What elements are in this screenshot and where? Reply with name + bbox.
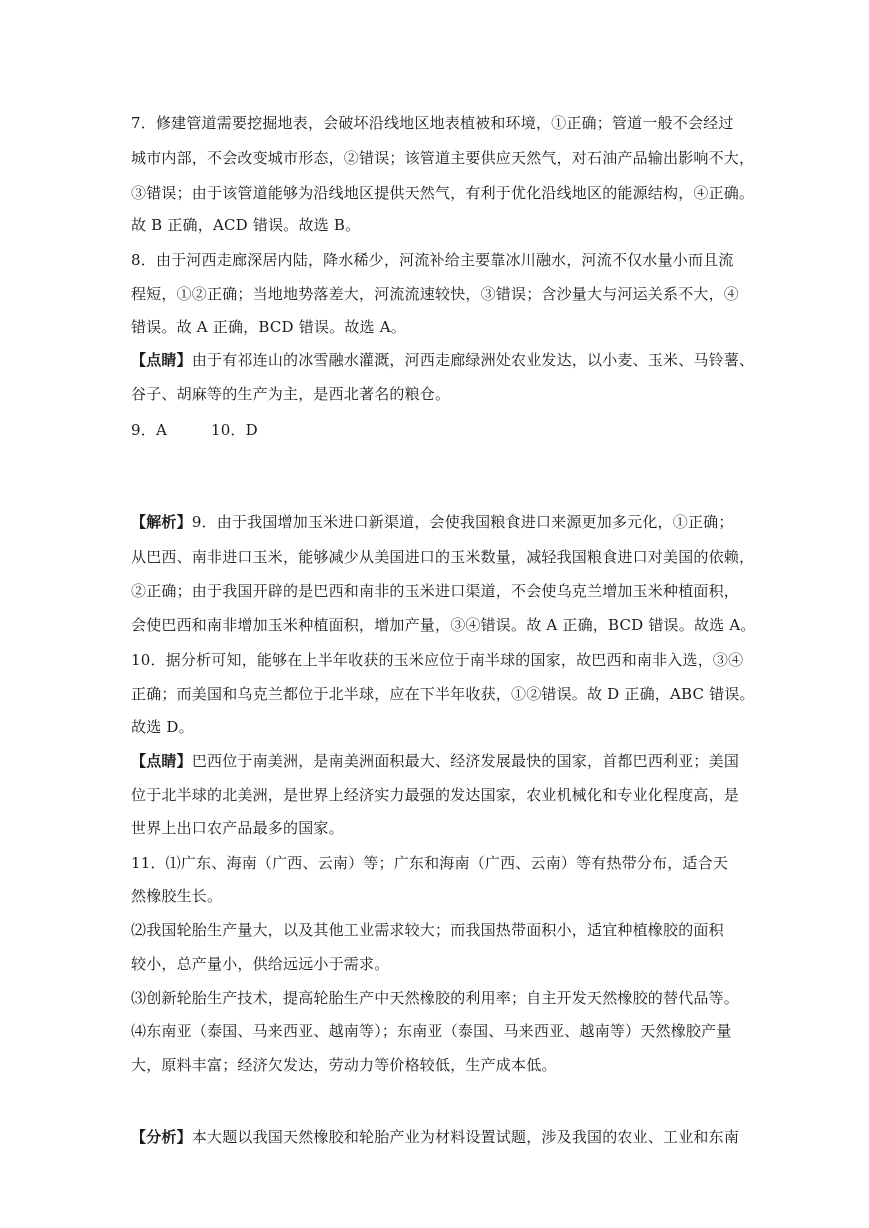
q7-line-1: 7．修建管道需要挖掘地表，会破坏沿线地区地表植被和环境，①正确；管道一般不会经过 [131, 114, 734, 132]
q7-line-3: ③错误；由于该管道能够为沿线地区提供天然气，有利于优化沿线地区的能源结构，④正确。 [131, 184, 755, 202]
q7-line-4: 故 B 正确，ACD 错误。故选 B。 [131, 216, 361, 234]
dianjing-2-line-1: 巴西位于南美洲，是南美洲面积最大、经济发展最快的国家，首都巴西利亚；美国 [191, 752, 740, 770]
q10-line-1: 10．据分析可知，能够在上半年收获的玉米应位于南半球的国家，故巴西和南非入选，③④ [131, 651, 744, 669]
dianjing-1-line-2: 谷子、胡麻等的生产为主，是西北著名的粮仓。 [131, 385, 451, 403]
q11-4-line-1: ⑷东南亚（泰国、马来西亚、越南等）；东南亚（泰国、马来西亚、越南等）天然橡胶产量 [131, 1022, 732, 1040]
q10-line-2: 正确；而美国和乌克兰都位于北半球，应在下半年收获，①②错误。故 D 正确，ABC 错误。 [131, 685, 755, 703]
q8-line-3: 错误。故 A 正确，BCD 错误。故选 A。 [131, 318, 406, 336]
q11-2-line-2: 较小，总产量小，供给远远小于需求。 [131, 955, 390, 973]
q9-line-4: 会使巴西和南非增加玉米种植面积，增加产量，③④错误。故 A 正确，BCD 错误。故选 A。 [131, 616, 756, 634]
fenxi-line-1: 本大题以我国天然橡胶和轮胎产业为材料设置试题，涉及我国的农业、工业和东南 [191, 1128, 740, 1146]
q11-1-line-2: 然橡胶生长。 [131, 887, 223, 905]
fenxi-paragraph [131, 1127, 739, 1147]
q9-line-3: ②正确；由于我国开辟的是巴西和南非的玉米进口渠道，不会使乌克兰增加玉米种植面积， [131, 582, 740, 600]
jiexi-label: 【解析】 [131, 513, 192, 531]
q8-line-1: 8．由于河西走廊深居内陆，降水稀少，河流补给主要靠冰川融水，河流不仅水量小而且流 [131, 251, 734, 269]
jiexi-paragraph [131, 512, 734, 532]
q10-line-3: 故选 D。 [131, 718, 194, 736]
dianjing-paragraph-1 [131, 350, 754, 370]
dianjing-label: 【点睛】 [131, 351, 192, 369]
fenxi-label: 【分析】 [131, 1128, 192, 1146]
q11-2-line-1: ⑵我国轮胎生产量大，以及其他工业需求较大；而我国热带面积小，适宜种植橡胶的面积 [131, 921, 724, 939]
q9-line-2: 从巴西、南非进口玉米，能够减少从美国进口的玉米数量，减轻我国粮食进口对美国的依赖， [131, 548, 755, 566]
answers-9-10 [131, 420, 258, 440]
dianjing-2-line-2: 位于北半球的北美洲，是世界上经济实力最强的发达国家，农业机械化和专业化程度高，是 [131, 786, 740, 804]
q8-line-2: 程短，①②正确；当地地势落差大，河流流速较快，③错误；含沙量大与河运关系不大，④ [131, 285, 740, 303]
dianjing-2-line-3: 世界上出口农产品最多的国家。 [131, 819, 344, 837]
q9-line-1: 9．由于我国增加玉米进口新渠道，会使我国粮食进口来源更加多元化，①正确； [191, 513, 734, 531]
q11-4-line-2: 大，原料丰富；经济欠发达，劳动力等价格较低，生产成本低。 [131, 1056, 557, 1074]
q7-line-2: 城市内部，不会改变城市形态，②错误；该管道主要供应天然气，对石油产品输出影响不大， [131, 149, 755, 167]
dianjing-label: 【点睛】 [131, 752, 192, 770]
q11-1-line-1: 11．⑴广东、海南（广西、云南）等；广东和海南（广西、云南）等有热带分布，适合天 [131, 854, 729, 872]
dianjing-paragraph-2 [131, 751, 739, 771]
answer-10: 10．D [210, 421, 258, 439]
dianjing-1-line-1: 由于有祁连山的冰雪融水灌溉，河西走廊绿洲处农业发达，以小麦、玉米、马铃薯、 [191, 351, 755, 369]
answer-9: 9．A [131, 421, 167, 439]
q11-3-line: ⑶创新轮胎生产技术，提高轮胎生产中天然橡胶的利用率；自主开发天然橡胶的替代品等。 [131, 989, 740, 1007]
